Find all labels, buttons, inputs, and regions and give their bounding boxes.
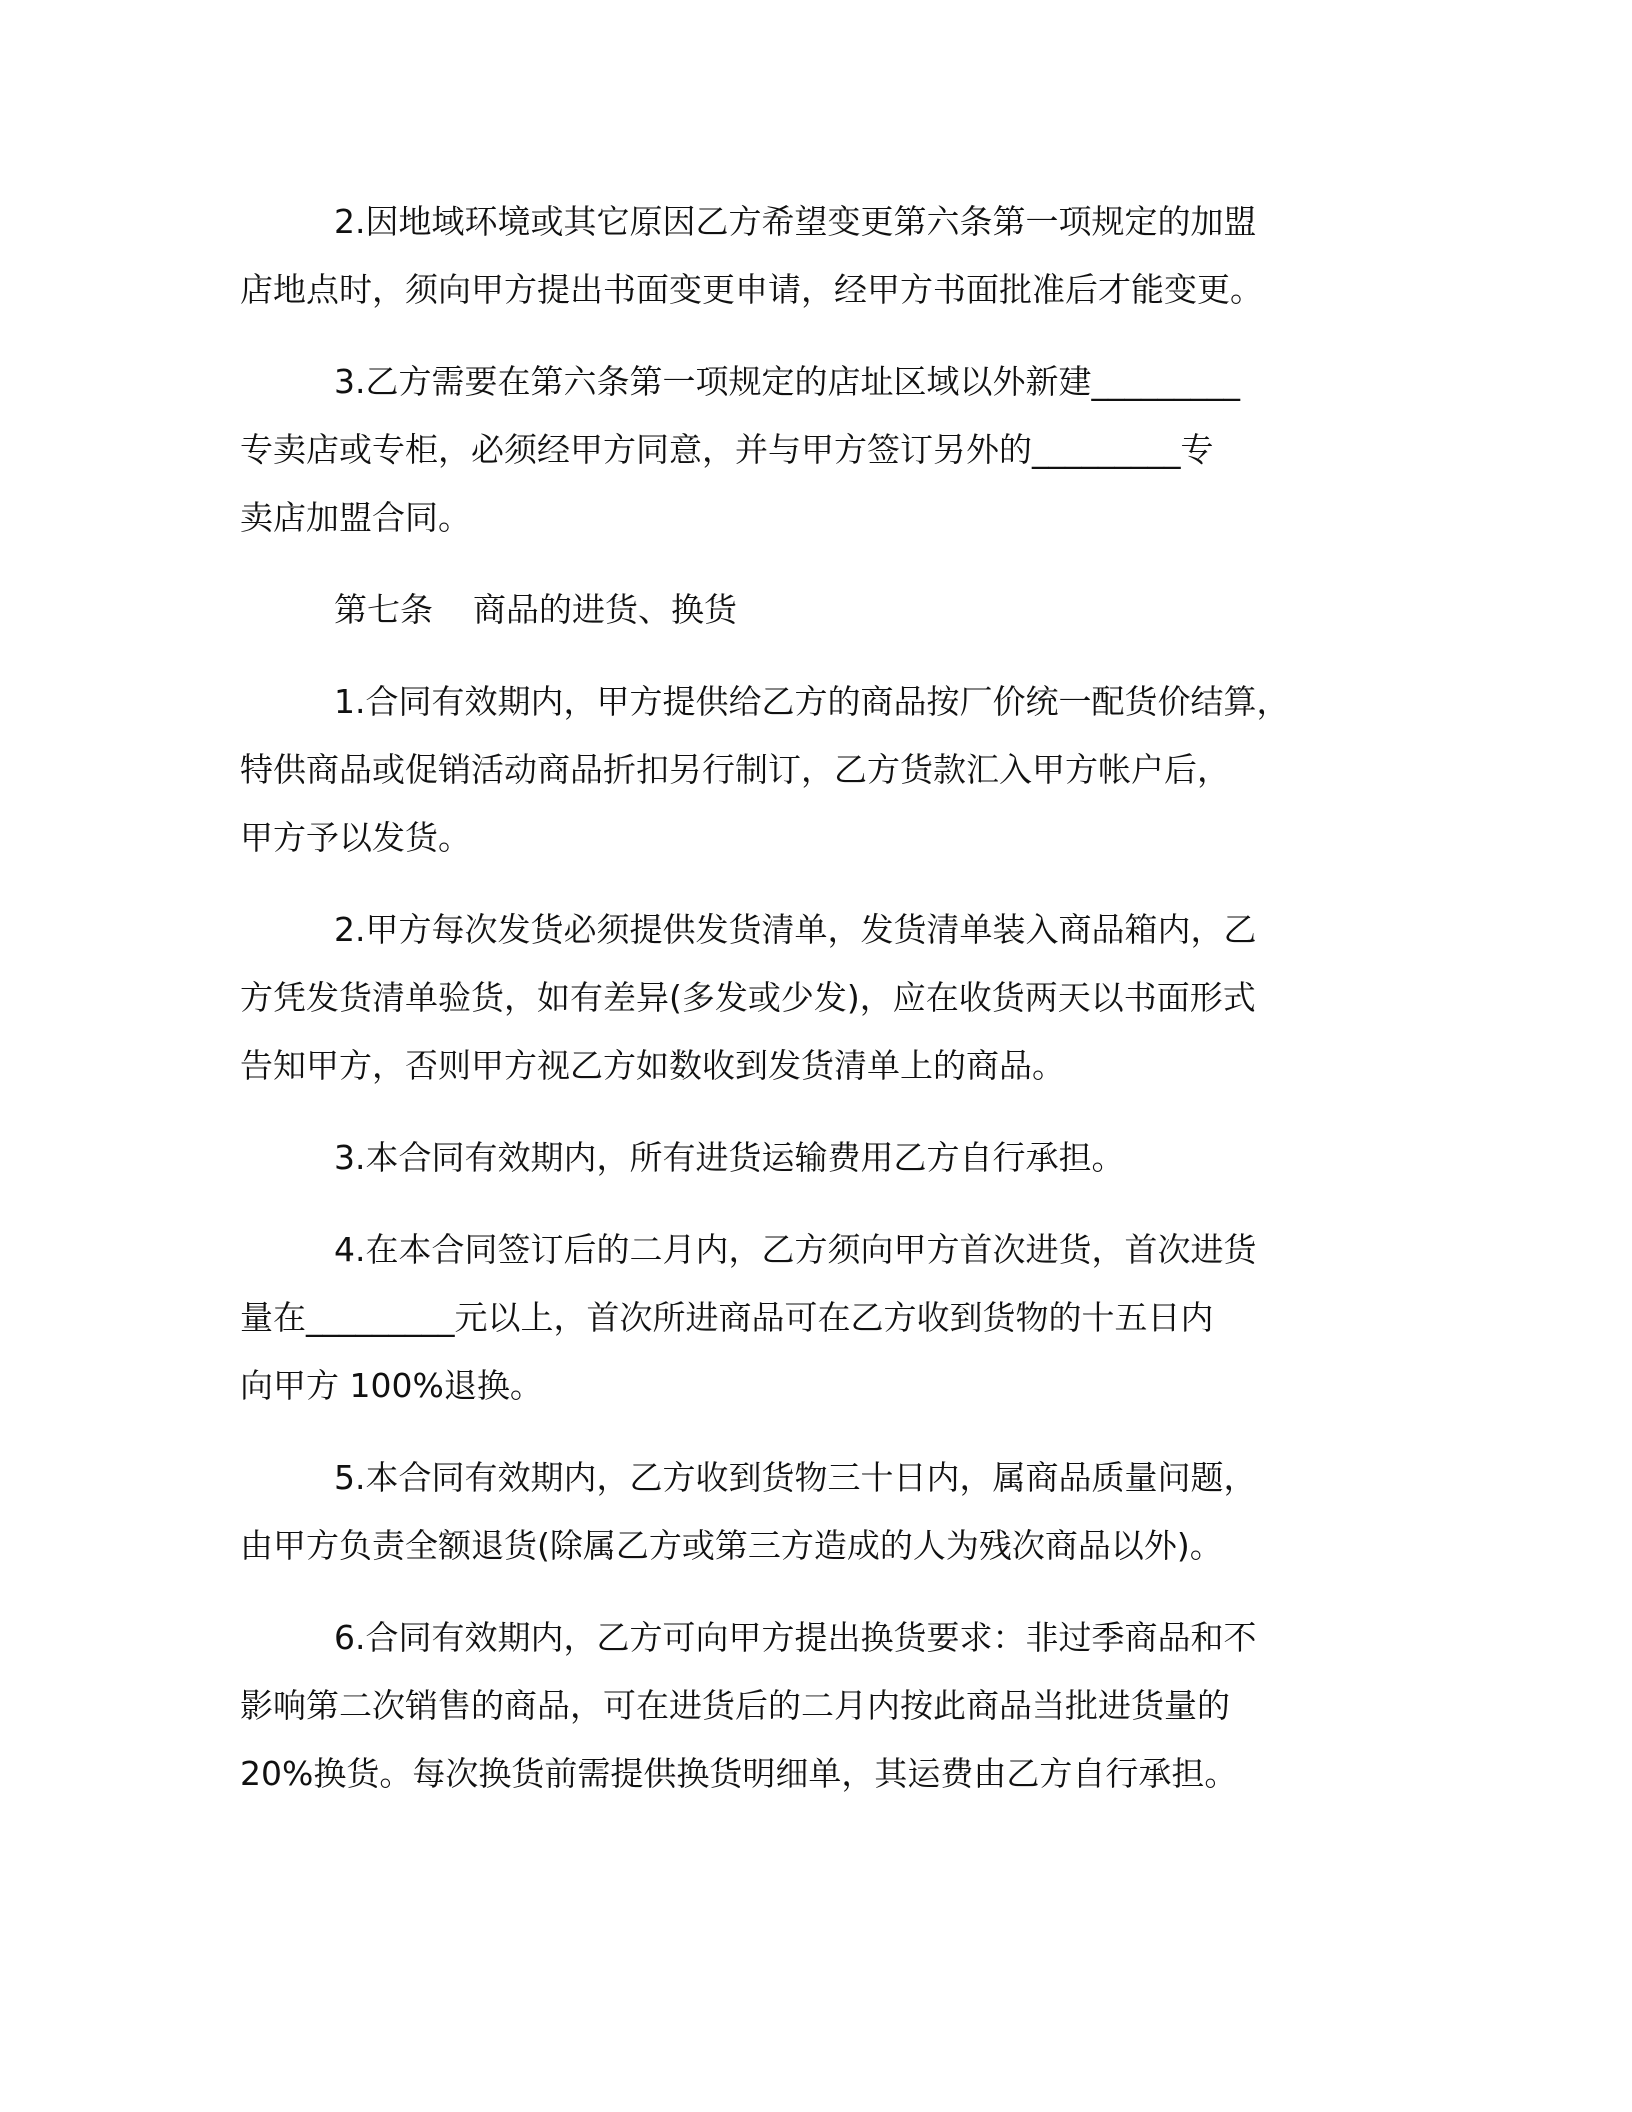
clause-paragraph — [240, 896, 1400, 1100]
paragraph-line: 3.乙方需要在第六条第一项规定的店址区域以外新建_________ — [334, 362, 1240, 401]
paragraph-line: 3.本合同有效期内，所有进货运输费用乙方自行承担。 — [334, 1138, 1125, 1177]
paragraph-line: 4.在本合同签订后的二月内，乙方须向甲方首次进货，首次进货 — [334, 1230, 1257, 1269]
paragraph-line: 2.甲方每次发货必须提供发货清单，发货清单装入商品箱内，乙 — [334, 910, 1257, 949]
paragraph-line: 方凭发货清单验货，如有差异(多发或少发)，应在收货两天以书面形式 — [240, 978, 1256, 1017]
paragraph-line: 告知甲方，否则甲方视乙方如数收到发货清单上的商品。 — [240, 1046, 1065, 1085]
clause-paragraph — [240, 1604, 1400, 1808]
paragraph-line: 2.因地域环境或其它原因乙方希望变更第六条第一项规定的加盟 — [334, 202, 1257, 241]
section-heading — [240, 576, 1400, 644]
clause-paragraph — [240, 1216, 1400, 1420]
paragraph-line: 卖店加盟合同。 — [240, 498, 471, 537]
clause-paragraph — [240, 668, 1400, 872]
paragraph-line: 专卖店或专柜，必须经甲方同意，并与甲方签订另外的_________专 — [240, 430, 1214, 469]
paragraph-line: 20%换货。每次换货前需提供换货明细单，其运费由乙方自行承担。 — [240, 1754, 1238, 1793]
section-title: 商品的进货、换货 — [473, 590, 737, 629]
clause-paragraph — [240, 1124, 1400, 1192]
paragraph-line: 甲方予以发货。 — [240, 818, 471, 857]
document-body — [240, 188, 1400, 1832]
paragraph-line: 量在_________元以上，首次所进商品可在乙方收到货物的十五日内 — [240, 1298, 1214, 1337]
paragraph-line: 5.本合同有效期内，乙方收到货物三十日内，属商品质量问题， — [334, 1458, 1257, 1497]
paragraph-line: 6.合同有效期内，乙方可向甲方提出换货要求：非过季商品和不 — [334, 1618, 1257, 1657]
paragraph-line: 店地点时，须向甲方提出书面变更申请，经甲方书面批准后才能变更。 — [240, 270, 1263, 309]
paragraph-line: 影响第二次销售的商品，可在进货后的二月内按此商品当批进货量的 — [240, 1686, 1230, 1725]
paragraph-line: 特供商品或促销活动商品折扣另行制订，乙方货款汇入甲方帐户后， — [240, 750, 1230, 789]
paragraph-line: 向甲方 100%退换。 — [240, 1366, 543, 1405]
clause-paragraph — [240, 188, 1400, 324]
paragraph-line: 由甲方负责全额退货(除属乙方或第三方造成的人为残次商品以外)。 — [240, 1526, 1223, 1565]
paragraph-line: 1.合同有效期内，甲方提供给乙方的商品按厂价统一配货价结算， — [334, 682, 1290, 721]
section-number: 第七条 — [334, 590, 433, 629]
clause-paragraph — [240, 1444, 1400, 1580]
clause-paragraph — [240, 348, 1400, 552]
